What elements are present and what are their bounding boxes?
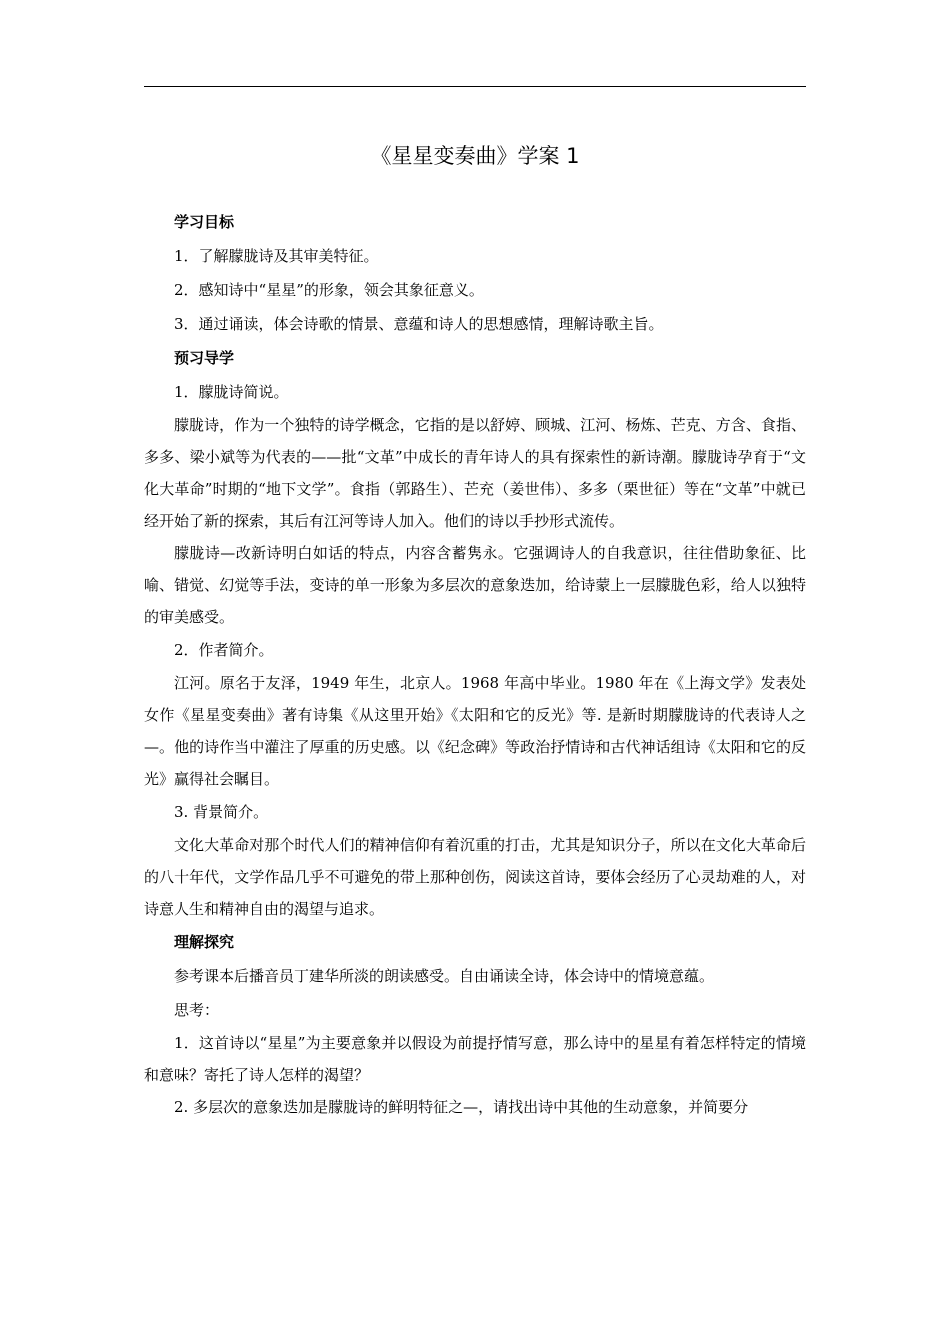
paragraph-author: 江河。原名于友泽，1949 年生，北京人。1968 年高中毕业。1980 年在《上海文学》发表处女作《星星变奏曲》著有诗集《从这里开始》《太阳和它的反光》等. 是新时期朦胧诗的代表诗人之—。他的诗作当中灌注了厚重的历史感。以《纪念碑》等政治抒情诗和古代神话组诗《太阳和它的反光》赢得社会瞩目。 — [144, 674, 806, 788]
heading-explore: 理解探究 — [174, 933, 235, 951]
subsection-title-author: 2．作者简介。 — [174, 641, 274, 659]
think-label: 思考： — [174, 1001, 220, 1019]
paragraph-background: 文化大革命对那个时代人们的精神信仰有着沉重的打击，尤其是知识分子，所以在文化大革命后的八十年代，文学作品几乎不可避免的带上那种创伤，阅读这首诗，要体会经历了心灵劫难的人，对诗意人生和精神自由的渴望与追求。 — [144, 836, 806, 918]
heading-preview: 预习导学 — [174, 349, 235, 367]
question-1: 1．这首诗以“星星”为主要意象并以假设为前提抒情写意，那么诗中的星星有着怎样特定的情境和意味？寄托了诗人怎样的渴望？ — [144, 1034, 806, 1084]
page-title: 《星星变奏曲》学案 1 — [370, 144, 580, 168]
paragraph-menglong-intro: 朦胧诗，作为一个独特的诗学概念，它指的是以舒婷、顾城、江河、杨炼、芒克、方含、食指、多多、梁小斌等为代表的——批“文革”中成长的青年诗人的具有探索性的新诗潮。朦胧诗孕育于“文化大革命”时期的“地下文学”。食指（郭路生）、芒充（姜世伟）、多多（栗世征）等在“文革”中就已经开始了新的探索，其后有江河等诗人加入。他们的诗以手抄形式流传。 — [144, 416, 806, 530]
paragraph-explore-intro: 参考课本后播音员丁建华所淡的朗读感受。自由诵读全诗，体会诗中的情境意蕴。 — [174, 967, 715, 985]
document-body — [144, 205, 806, 1123]
subsection-title-menglong: 1．朦胧诗简说。 — [174, 383, 289, 401]
objective-item-3: 3．通过诵读，体会诗歌的情景、意蕴和诗人的思想感情，理解诗歌主旨。 — [174, 315, 664, 333]
heading-objectives: 学习目标 — [174, 213, 235, 231]
objective-item-1: 1．了解朦胧诗及其审美特征。 — [174, 247, 379, 265]
header-rule — [144, 86, 806, 87]
objective-item-2: 2．感知诗中“星星”的形象，领会其象征意义。 — [174, 281, 484, 299]
paragraph-menglong-features: 朦胧诗—改新诗明白如话的特点，内容含蓄隽永。它强调诗人的自我意识，往往借助象征、比喻、错觉、幻觉等手法，变诗的单一形象为多层次的意象迭加，给诗蒙上一层朦胧色彩，给人以独特的审美感受。 — [144, 544, 806, 626]
subsection-title-background: 3. 背景简介。 — [174, 803, 269, 821]
question-2: 2. 多层次的意象迭加是朦胧诗的鲜明特征之—，请找出诗中其他的生动意象，并简要分 — [174, 1098, 749, 1116]
